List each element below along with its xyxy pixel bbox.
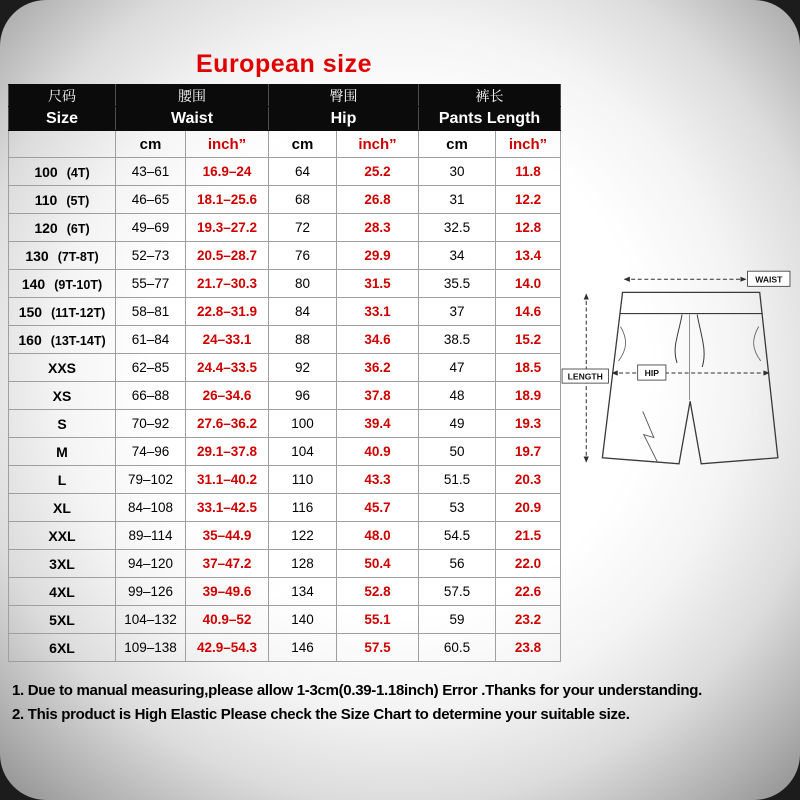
size-value: 100 [34,163,58,180]
shorts-drawing [602,292,777,463]
waist-inch-cell: 24–33.1 [186,326,269,354]
length-cm-cell: 53 [419,494,496,522]
size-chart-table [8,84,561,662]
size-value: 3XL [49,555,75,572]
size-cell [9,298,116,326]
waist-cm-cell: 52–73 [116,242,186,270]
hip-cm-unit: cm [269,131,337,158]
table-row [9,354,561,382]
hip-cm-cell: 140 [269,606,337,634]
hip-cm-cell: 96 [269,382,337,410]
size-cell [9,494,116,522]
waist-inch-cell: 24.4–33.5 [186,354,269,382]
waist-inch-cell: 40.9–52 [186,606,269,634]
length-cm-cell: 51.5 [419,466,496,494]
table-row [9,550,561,578]
hip-inch-cell: 26.8 [337,186,419,214]
size-cell [9,242,116,270]
size-table-body [9,158,561,662]
waist-cm-cell: 70–92 [116,410,186,438]
waist-cm-cell: 109–138 [116,634,186,662]
age-range: (11T-12T) [51,305,106,320]
waist-cm-cell: 62–85 [116,354,186,382]
hip-cm-cell: 84 [269,298,337,326]
size-value: 110 [34,191,58,208]
length-inch-cell: 23.8 [496,634,561,662]
length-inch-cell: 13.4 [496,242,561,270]
waist-inch-cell: 33.1–42.5 [186,494,269,522]
length-inch-cell: 22.0 [496,550,561,578]
waist-inch-cell: 27.6–36.2 [186,410,269,438]
measurement-labels [562,271,790,383]
waist-cm-cell: 79–102 [116,466,186,494]
waist-inch-cell: 31.1–40.2 [186,466,269,494]
shorts-measurement-diagram [560,250,792,487]
hip-cm-cell: 68 [269,186,337,214]
waist-inch-cell: 16.9–24 [186,158,269,186]
size-value: 5XL [49,611,75,628]
waist-inch-cell: 29.1–37.8 [186,438,269,466]
size-value: XXS [47,359,76,376]
hip-header-en: Hip [269,107,419,131]
table-row [9,522,561,550]
length-label: LENGTH [567,371,603,382]
waist-cm-cell: 49–69 [116,214,186,242]
size-value: 6XL [49,639,75,656]
size-value: L [57,471,67,488]
length-cm-unit: cm [419,131,496,158]
waist-inch-cell: 26–34.6 [186,382,269,410]
waist-label: WAIST [755,274,783,285]
waist-inch-cell: 35–44.9 [186,522,269,550]
hip-cm-cell: 80 [269,270,337,298]
hip-cm-cell: 92 [269,354,337,382]
length-cm-cell: 35.5 [419,270,496,298]
length-cm-cell: 59 [419,606,496,634]
size-cell [9,214,116,242]
hip-inch-cell: 37.8 [337,382,419,410]
length-cm-cell: 60.5 [419,634,496,662]
table-row [9,214,561,242]
hip-cm-cell: 110 [269,466,337,494]
waist-header-en: Waist [116,107,269,131]
length-inch-cell: 12.2 [496,186,561,214]
table-row [9,578,561,606]
length-header-en: Pants Length [419,107,561,131]
length-cm-cell: 50 [419,438,496,466]
hip-inch-cell: 57.5 [337,634,419,662]
hip-cm-cell: 146 [269,634,337,662]
note-line-1: 1. Due to manual measuring,please allow 1-3cm(0.39-1.18inch) Error .Thanks for your understanding. [12,682,702,699]
size-cell [9,634,116,662]
hip-cm-cell: 116 [269,494,337,522]
length-inch-cell: 22.6 [496,578,561,606]
size-cell [9,186,116,214]
size-value: 4XL [49,583,75,600]
waist-cm-cell: 46–65 [116,186,186,214]
size-cell [9,410,116,438]
table-row [9,186,561,214]
waist-cm-cell: 74–96 [116,438,186,466]
length-inch-cell: 18.9 [496,382,561,410]
size-value: 140 [21,275,46,292]
header-row-english [9,107,561,131]
length-cm-cell: 56 [419,550,496,578]
waist-cm-cell: 99–126 [116,578,186,606]
hip-inch-cell: 28.3 [337,214,419,242]
hip-inch-cell: 25.2 [337,158,419,186]
length-cm-cell: 37 [419,298,496,326]
size-cell [9,326,116,354]
size-value: S [57,415,67,432]
waist-cm-cell: 94–120 [116,550,186,578]
hip-cm-cell: 76 [269,242,337,270]
waist-inch-unit: inch” [186,131,269,158]
length-cm-cell: 48 [419,382,496,410]
length-cm-cell: 47 [419,354,496,382]
table-row [9,606,561,634]
hip-inch-cell: 45.7 [337,494,419,522]
length-inch-cell: 19.7 [496,438,561,466]
length-inch-cell: 11.8 [496,158,561,186]
length-cm-cell: 38.5 [419,326,496,354]
waist-cm-unit: cm [116,131,186,158]
size-cell [9,466,116,494]
hip-inch-cell: 36.2 [337,354,419,382]
hip-cm-cell: 64 [269,158,337,186]
waist-cm-cell: 66–88 [116,382,186,410]
hip-cm-cell: 122 [269,522,337,550]
header-row-chinese [9,85,561,107]
size-cell [9,354,116,382]
table-row [9,158,561,186]
unit-subheader-row [9,131,561,158]
waist-inch-cell: 20.5–28.7 [186,242,269,270]
age-range: (9T-10T) [54,277,103,292]
length-inch-cell: 15.2 [496,326,561,354]
size-value: 120 [34,219,58,236]
waist-inch-cell: 18.1–25.6 [186,186,269,214]
length-inch-unit: inch” [496,131,561,158]
length-inch-cell: 21.5 [496,522,561,550]
table-row [9,298,561,326]
length-cm-cell: 49 [419,410,496,438]
length-cm-cell: 30 [419,158,496,186]
length-header-cn: 裤长 [419,85,561,107]
length-inch-cell: 20.9 [496,494,561,522]
length-inch-cell: 14.0 [496,270,561,298]
length-cm-cell: 31 [419,186,496,214]
size-value: 130 [25,247,49,264]
length-cm-cell: 57.5 [419,578,496,606]
page-title: European size [196,50,372,78]
length-inch-cell: 18.5 [496,354,561,382]
hip-cm-cell: 72 [269,214,337,242]
hip-inch-cell: 43.3 [337,466,419,494]
size-header-cn: 尺码 [9,85,116,107]
size-value: 160 [18,331,42,348]
hip-inch-unit: inch” [337,131,419,158]
waist-inch-cell: 42.9–54.3 [186,634,269,662]
hip-inch-cell: 33.1 [337,298,419,326]
hip-inch-cell: 31.5 [337,270,419,298]
table-row [9,242,561,270]
waist-header-cn: 腰围 [116,85,269,107]
hip-inch-cell: 39.4 [337,410,419,438]
length-inch-cell: 23.2 [496,606,561,634]
waist-cm-cell: 61–84 [116,326,186,354]
table-row [9,382,561,410]
note-line-2: 2. This product is High Elastic Please check the Size Chart to determine your suitable size. [12,706,630,723]
size-cell [9,578,116,606]
footer-notes [12,682,798,730]
size-cell [9,550,116,578]
waist-inch-cell: 39–49.6 [186,578,269,606]
size-value: XL [53,499,71,516]
table-row [9,326,561,354]
hip-inch-cell: 52.8 [337,578,419,606]
waist-cm-cell: 55–77 [116,270,186,298]
table-row [9,438,561,466]
hip-inch-cell: 40.9 [337,438,419,466]
length-inch-cell: 14.6 [496,298,561,326]
size-cell [9,522,116,550]
unit-blank-cell [9,131,116,158]
hip-inch-cell: 50.4 [337,550,419,578]
hip-inch-cell: 48.0 [337,522,419,550]
size-value: XS [52,387,72,404]
length-inch-cell: 20.3 [496,466,561,494]
size-cell [9,382,116,410]
waist-inch-cell: 22.8–31.9 [186,298,269,326]
size-value: XXL [48,527,76,544]
waist-inch-cell: 37–47.2 [186,550,269,578]
size-value: M [56,443,68,460]
waist-cm-cell: 104–132 [116,606,186,634]
hip-cm-cell: 104 [269,438,337,466]
size-cell [9,158,116,186]
waist-cm-cell: 43–61 [116,158,186,186]
size-cell [9,606,116,634]
waist-cm-cell: 89–114 [116,522,186,550]
size-value: 150 [18,303,43,320]
age-range: (4T) [66,165,90,180]
table-row [9,494,561,522]
length-cm-cell: 34 [419,242,496,270]
waist-cm-cell: 84–108 [116,494,186,522]
age-range: (7T-8T) [57,249,99,264]
size-cell [9,438,116,466]
hip-cm-cell: 134 [269,578,337,606]
age-range: (13T-14T) [50,333,106,348]
age-range: (6T) [66,221,90,236]
length-cm-cell: 54.5 [419,522,496,550]
waist-cm-cell: 58–81 [116,298,186,326]
size-header-en: Size [9,107,116,131]
waist-inch-cell: 19.3–27.2 [186,214,269,242]
hip-label: HIP [644,368,659,379]
length-inch-cell: 12.8 [496,214,561,242]
table-row [9,466,561,494]
hip-cm-cell: 128 [269,550,337,578]
hip-cm-cell: 88 [269,326,337,354]
waist-inch-cell: 21.7–30.3 [186,270,269,298]
age-range: (5T) [66,193,90,208]
hip-inch-cell: 34.6 [337,326,419,354]
hip-cm-cell: 100 [269,410,337,438]
size-cell [9,270,116,298]
length-inch-cell: 19.3 [496,410,561,438]
table-row [9,270,561,298]
length-cm-cell: 32.5 [419,214,496,242]
table-row [9,634,561,662]
hip-header-cn: 臀围 [269,85,419,107]
table-row [9,410,561,438]
hip-inch-cell: 55.1 [337,606,419,634]
hip-inch-cell: 29.9 [337,242,419,270]
